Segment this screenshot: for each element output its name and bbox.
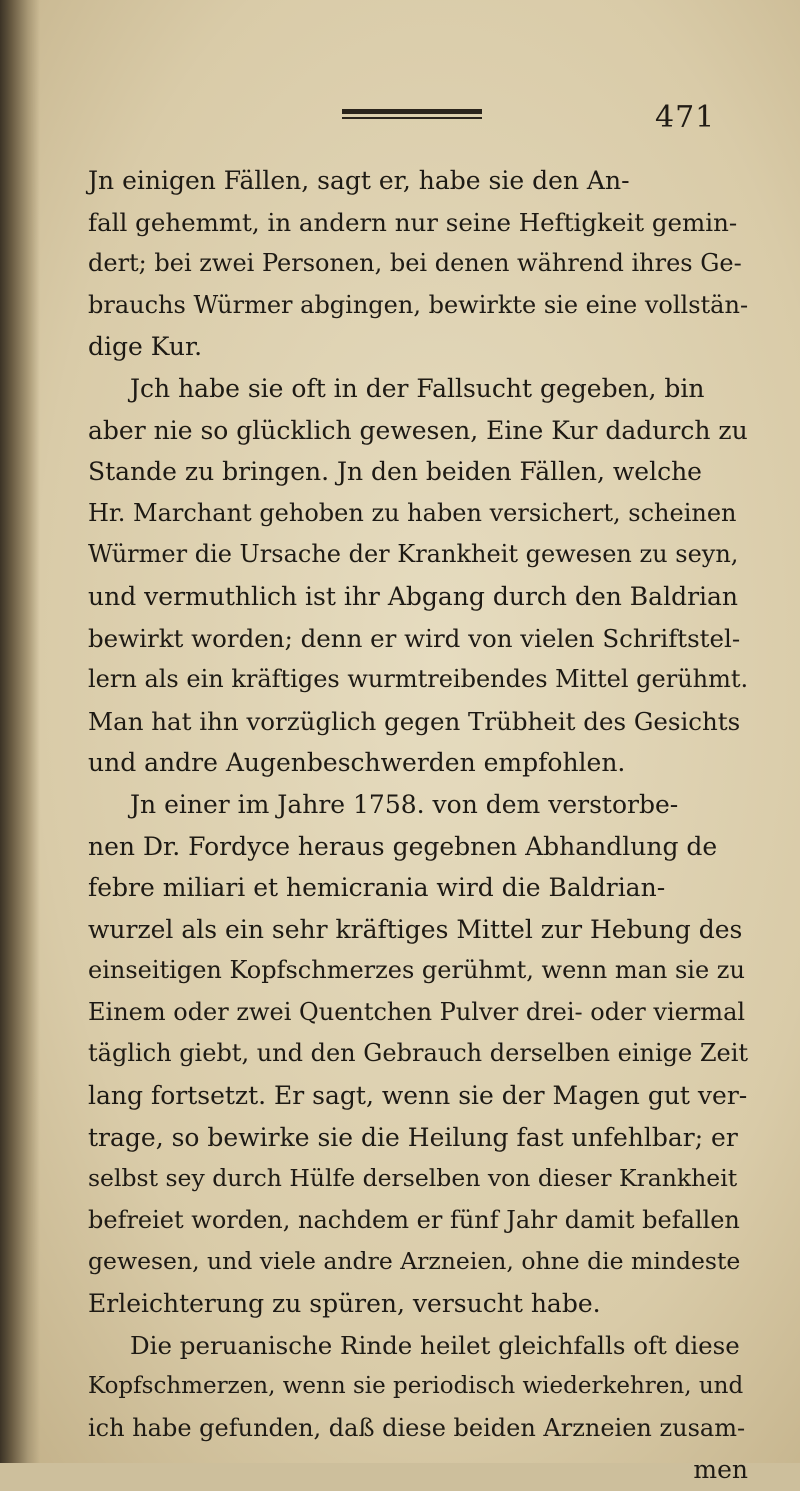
text-line-4: brauchs Würmer abgingen, bewirkte sie eine vollstän- <box>88 290 749 319</box>
text-line-18: febre miliari et hemicrania wird die Baldrian- <box>88 873 666 903</box>
text-line-17: nen Dr. Fordyce heraus gegebnen Abhandlung de <box>88 831 718 861</box>
text-line-30: Kopfschmerzen, wenn sie periodisch wiederkehren, und <box>88 1373 744 1400</box>
header-rule-thin <box>342 117 482 119</box>
text-line-19: wurzel als ein sehr kräftiges Mittel zur Hebung des <box>88 914 743 944</box>
body-text <box>88 160 748 1491</box>
text-line-13: lern als ein kräftiges wurmtreibendes Mittel gerühmt. <box>88 665 749 694</box>
text-line-11: und vermuthlich ist ihr Abgang durch den Baldrian <box>88 581 739 611</box>
text-line-15: und andre Augenbeschwerden empfohlen. <box>88 748 626 778</box>
text-line-26: befreiet worden, nachdem er fünf Jahr damit befallen <box>88 1205 740 1234</box>
text-line-27: gewesen, und viele andre Arzneien, ohne die mindeste <box>88 1247 741 1276</box>
text-line-16: Jn einer im Jahre 1758. von dem verstorbe- <box>130 789 679 819</box>
text-line-3: dert; bei zwei Personen, bei denen während ihres Ge- <box>88 249 742 278</box>
page-number: 471 <box>655 100 716 135</box>
text-line-28: Erleichterung zu spüren, versucht habe. <box>88 1289 601 1319</box>
text-line-9: Hr. Marchant gehoben zu haben versichert, scheinen <box>88 498 737 527</box>
text-line-24: trage, so bewirke sie die Heilung fast unfehlbar; er <box>88 1122 738 1152</box>
header-rule-thick <box>342 109 482 114</box>
text-line-7: aber nie so glücklich gewesen, Eine Kur dadurch zu <box>88 415 748 445</box>
text-line-29: Die peruanische Rinde heilet gleichfalls oft diese <box>130 1330 740 1360</box>
text-line-5: dige Kur. <box>88 332 203 362</box>
text-line-14: Man hat ihn vorzüglich gegen Trübheit des Gesichts <box>88 706 741 736</box>
text-line-31: ich habe gefunden, daß diese beiden Arzneien zusam- <box>88 1413 746 1442</box>
text-line-2: fall gehemmt, in andern nur seine Heftigkeit gemin- <box>88 207 738 237</box>
text-line-21: Einem oder zwei Quentchen Pulver drei- oder viermal <box>88 997 746 1026</box>
header-ornament-rule <box>342 109 482 119</box>
text-line-10: Würmer die Ursache der Krankheit gewesen zu seyn, <box>88 540 739 569</box>
text-line-12: bewirkt worden; denn er wird von vielen Schriftstel- <box>88 623 741 653</box>
text-line-25: selbst sey durch Hülfe derselben von dieser Krankheit <box>88 1164 738 1193</box>
text-line-6: Jch habe sie oft in der Fallsucht gegeben, bin <box>130 373 705 403</box>
text-line-20: einseitigen Kopfschmerzes gerühmt, wenn man sie zu <box>88 956 745 985</box>
catchword: men <box>693 1455 748 1485</box>
text-line-22: täglich giebt, und den Gebrauch derselben einige Zeit <box>88 1039 749 1068</box>
text-line-1: Jn einigen Fällen, sagt er, habe sie den An- <box>88 166 630 195</box>
page-gutter-shadow <box>0 0 40 1463</box>
text-line-23: lang fortsetzt. Er sagt, wenn sie der Magen gut ver- <box>88 1081 748 1111</box>
text-line-8: Stande zu bringen. Jn den beiden Fällen, welche <box>88 457 702 487</box>
